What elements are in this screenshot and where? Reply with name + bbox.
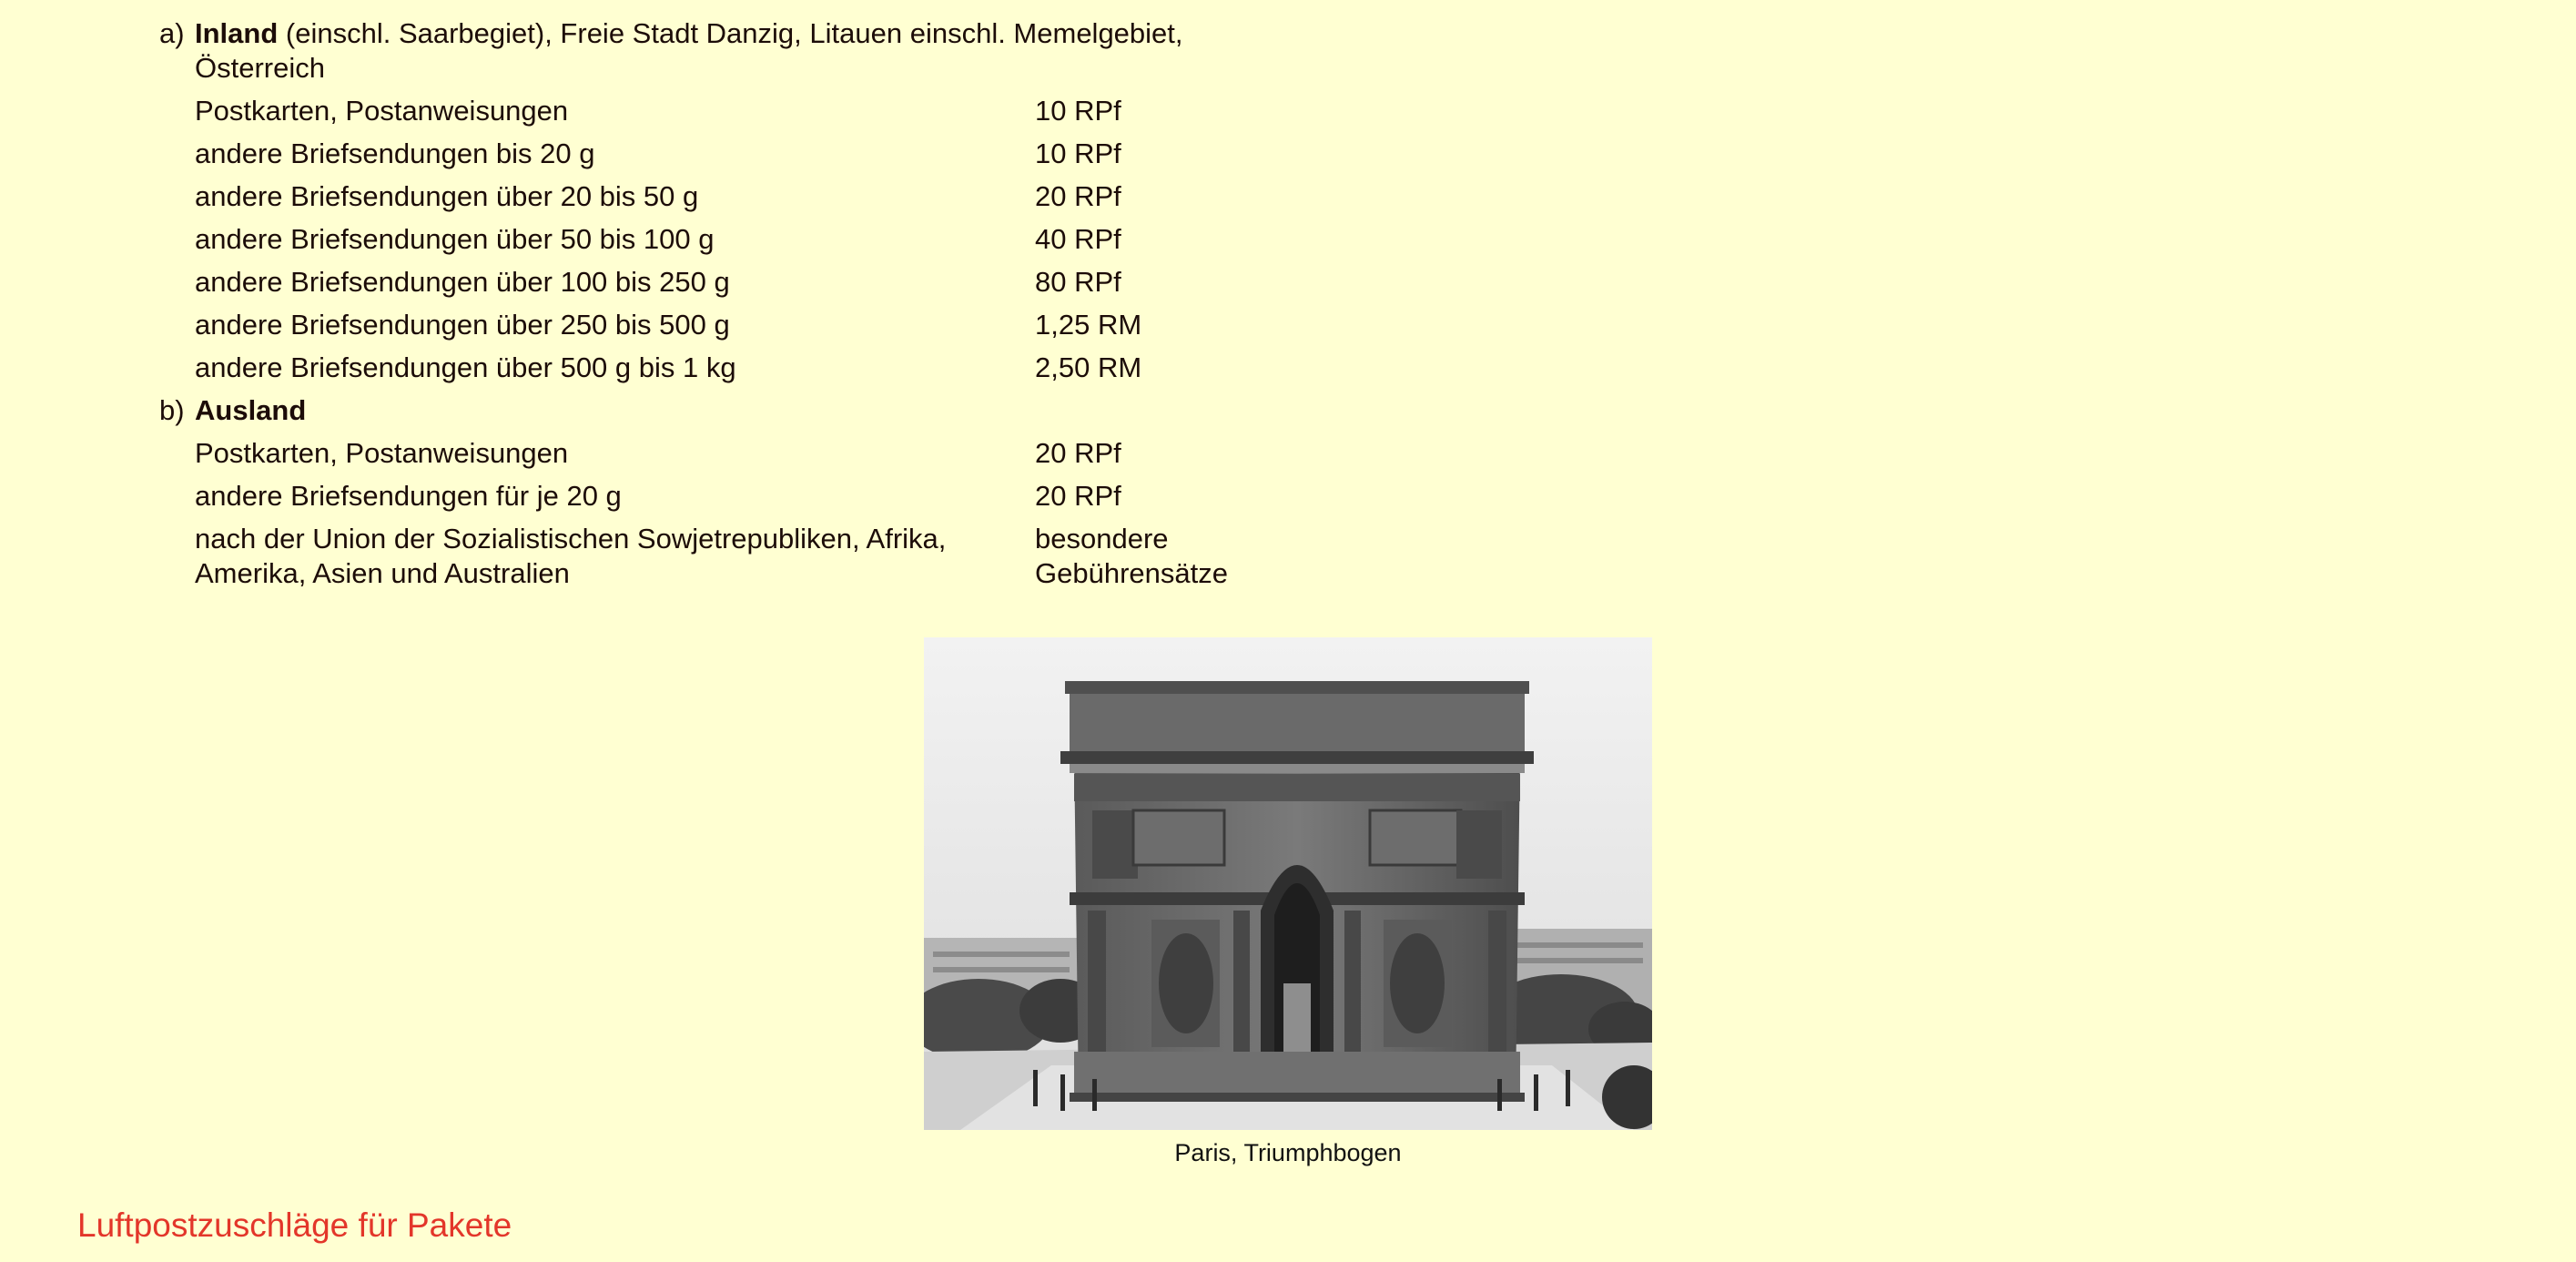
rate-value: 20 RPf	[1035, 437, 1121, 469]
rate-row	[159, 308, 1287, 342]
photo-caption: Paris, Triumphbogen	[1174, 1139, 1402, 1166]
rate-label: andere Briefsendungen über 500 g bis 1 kg	[195, 351, 736, 383]
postage-rates	[159, 16, 1287, 599]
rate-row	[159, 522, 1287, 591]
rate-row	[159, 351, 1287, 385]
rate-value: 20 RPf	[1035, 180, 1121, 212]
rate-value: 2,50 RM	[1035, 351, 1142, 383]
rate-row	[159, 479, 1287, 514]
section-heading-link: Luftpostzuschläge für Pakete	[77, 1206, 512, 1244]
section-a-letter: a)	[159, 17, 185, 49]
rate-row	[159, 137, 1287, 171]
rate-label: nach der Union der Sozialistischen Sowjetrepubliken, Afrika, Amerika, Asien und Australien	[195, 523, 947, 589]
rate-value: besondere Gebührensätze	[1035, 523, 1228, 589]
rate-value: 40 RPf	[1035, 223, 1121, 255]
section-b-letter: b)	[159, 394, 185, 426]
rate-row	[159, 179, 1287, 214]
section-a-subtitle: (einschl. Saarbegiet), Freie Stadt Danzig, Litauen einschl. Memelgebiet, Österreich	[195, 17, 1183, 84]
rate-row	[159, 94, 1287, 128]
rate-label: andere Briefsendungen über 20 bis 50 g	[195, 180, 699, 212]
rate-row	[159, 222, 1287, 257]
rate-row	[159, 436, 1287, 471]
section-b-title: Ausland	[195, 394, 307, 426]
section-a-heading	[159, 16, 1287, 86]
rate-value: 1,25 RM	[1035, 309, 1142, 341]
rate-label: Postkarten, Postanweisungen	[195, 95, 569, 127]
section-a-title: Inland	[195, 17, 279, 49]
rate-row	[159, 265, 1287, 300]
rate-value: 10 RPf	[1035, 95, 1121, 127]
section-b-heading	[159, 393, 1287, 428]
rate-label: andere Briefsendungen über 50 bis 100 g	[195, 223, 715, 255]
rate-label: andere Briefsendungen bis 20 g	[195, 137, 595, 169]
rate-value: 10 RPf	[1035, 137, 1121, 169]
rate-value: 80 RPf	[1035, 266, 1121, 298]
rate-label: andere Briefsendungen über 250 bis 500 g	[195, 309, 730, 341]
arc-de-triomphe-photo	[924, 637, 1652, 1130]
rate-label: andere Briefsendungen für je 20 g	[195, 480, 622, 512]
rate-label: Postkarten, Postanweisungen	[195, 437, 569, 469]
rate-value: 20 RPf	[1035, 480, 1121, 512]
rate-label: andere Briefsendungen über 100 bis 250 g	[195, 266, 730, 298]
